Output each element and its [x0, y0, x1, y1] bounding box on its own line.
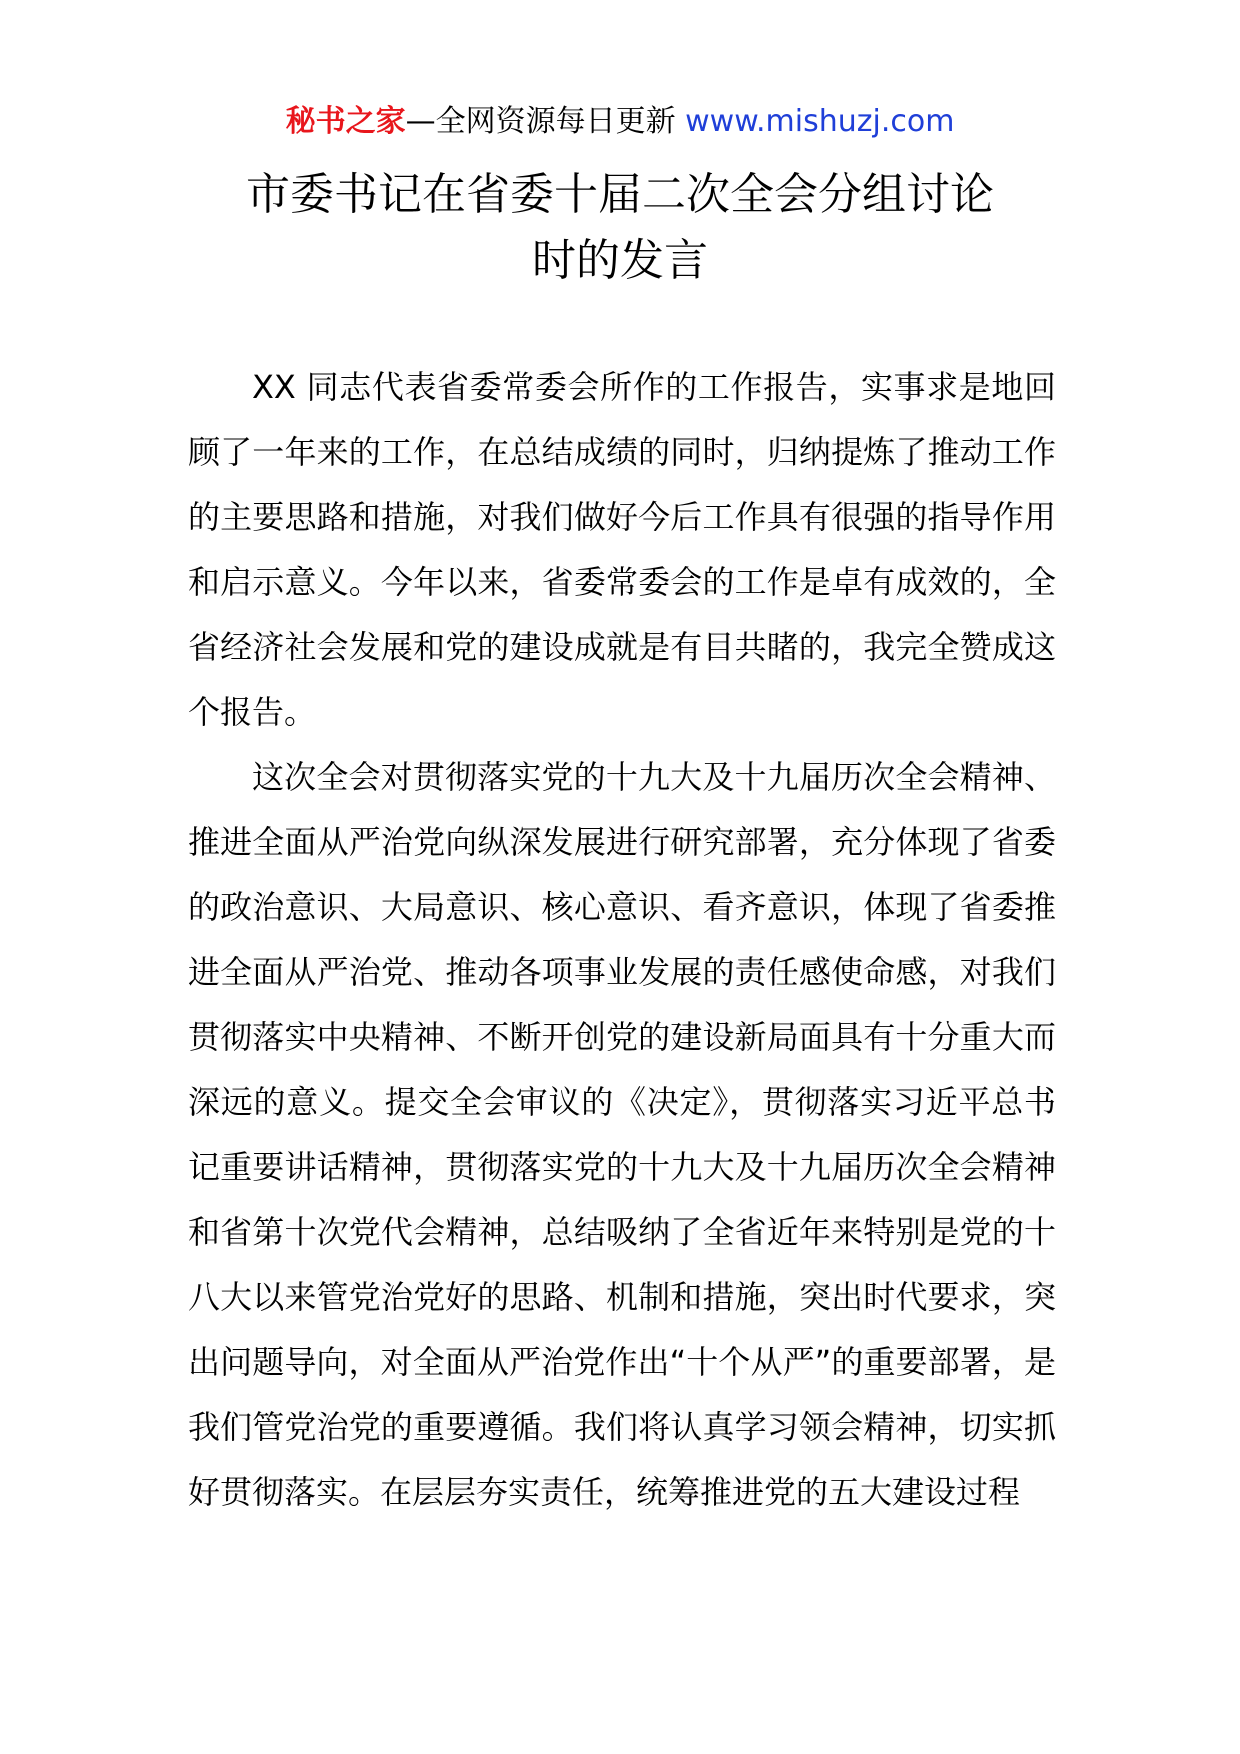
paragraph-1: XX 同志代表省委常委会所作的工作报告，实事求是地回顾了一年来的工作，在总结成绩的同时，归纳提炼了推动工作的主要思路和措施，对我们做好今后工作具有很强的指导作用和启示意义。今年以来，省委常委会的工作是卓有成效的，全省经济社会发展和党的建设成就是有目共睹的，我完全赞成这个报告。 — [188, 368, 1056, 731]
title-line-1: 市委书记在省委十届二次全会分组讨论 — [246, 169, 994, 220]
site-url: www.mishuzj.com — [685, 104, 955, 139]
document-title — [180, 162, 1060, 294]
paragraph-2: 这次全会对贯彻落实党的十九大及十九届历次全会精神、推进全面从严治党向纵深发展进行研究部署，充分体现了省委的政治意识、大局意识、核心意识、看齐意识，体现了省委推进全面从严治党、推动各项事业发展的责任感使命感，对我们贯彻落实中央精神、不断开创党的建设新局面具有十分重大而深远的意义。提交全会审议的《决定》，贯彻落实习近平总书记重要讲话精神，贯彻落实党的十九大及十九届历次全会精神和省第十次党代会精神，总结吸纳了全省近年来特别是党的十八大以来管党治党好的思路、机制和措施，突出时代要求，突出问题导向，对全面从严治党作出“十个从严”的重要部署，是我们管党治党的重要遵循。我们将认真学习领会精神，切实抓好贯彻落实。在层层夯实责任，统筹推进党的五大建设过程 — [188, 758, 1056, 1511]
brand-name: 秘书之家 — [285, 104, 406, 139]
site-header — [0, 100, 1240, 144]
document-body — [188, 355, 1056, 1525]
header-tagline: —全网资源每日更新 — [405, 104, 676, 139]
title-line-2: 时的发言 — [532, 235, 708, 286]
